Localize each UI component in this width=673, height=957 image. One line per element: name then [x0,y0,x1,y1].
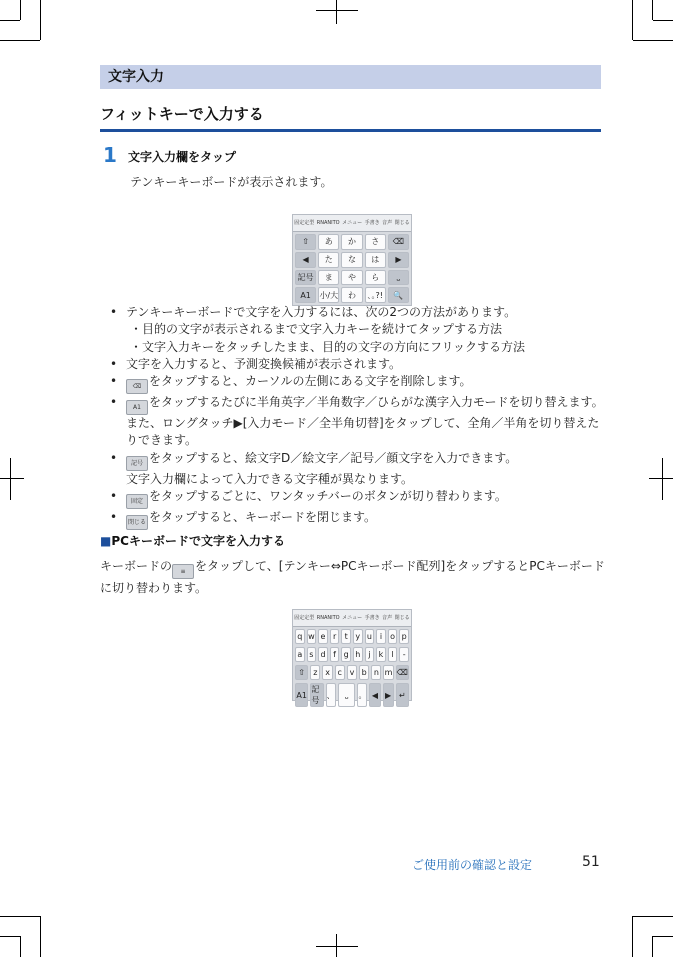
key: は [365,252,386,268]
subsection-title: フィットキーで入力する [100,103,601,132]
crop-mark [652,0,653,20]
key: A1 [295,683,308,707]
key: s [307,647,317,662]
crop-mark [649,478,673,479]
key: g [341,647,351,662]
key: ら [365,270,386,286]
footer-chapter: ご使用前の確認と設定 [412,858,533,872]
step-description: テンキーキーボードが表示されます。 [130,175,333,189]
note-subitem: ・目的の文字が表示されるまで文字入力キーを続けてタップする方法 [130,322,503,337]
step-title: 文字入力欄をタップ [128,150,237,164]
crop-mark [40,916,41,957]
onetouch-bar-icon: 固定 [126,494,148,509]
toolbar-item: 閉じる [394,220,410,226]
pc-keyboard-image [292,609,412,705]
note-item: • 固定 をタップするごとに、ワンタッチバーのボタンが切り替わります。 [110,488,605,509]
note-subitem: ・文字入力キーをタッチしたまま、目的の文字の方向にフリックする方法 [130,339,526,354]
key: m [383,665,393,680]
key: あ [318,234,339,250]
key: ⌫ [388,234,409,250]
toolbar-item: 手書き [364,615,380,621]
crop-mark [0,478,24,479]
toolbar-item: メニュー [342,615,363,621]
key: A1 [295,287,316,303]
toolbar-item: 閉じる [394,615,410,621]
crop-mark [336,934,337,957]
key: ▶ [388,252,409,268]
key: c [335,665,345,680]
key: n [371,665,381,680]
crop-mark [633,916,673,917]
key: ◀ [369,683,380,707]
crop-mark [20,936,21,957]
key: u [365,629,375,644]
key-row-1 [295,629,409,644]
key: ◀ [295,252,316,268]
key: わ [341,287,362,303]
key: 。 [357,683,367,707]
key-grid [295,234,409,303]
key: ⎵ [388,270,409,286]
key: h [353,647,363,662]
note-item: • 記号 をタップすると、絵文字D／絵文字／記号／顔文字を入力できます。 文字入力欄によって入力できる文字種が異なります。 [110,450,605,488]
key-row-4 [295,683,409,705]
key: や [341,270,362,286]
key: z [310,665,320,680]
crop-mark [662,458,663,500]
key: ま [318,270,339,286]
toolbar-item: 音声 [382,220,393,226]
toolbar-item: 固定定型 [294,615,315,621]
key: 、 [326,683,336,707]
pc-keyboard-description: キーボードの ≡ をタップして、[テンキー⇔PCキーボード配列]をタップするとPCキーボードに切り替わります。 [100,559,605,595]
key: w [307,629,317,644]
note-item: • テンキーキーボードで文字を入力するには、次の2つの方法があります。 [110,304,605,321]
key: x [322,665,332,680]
note-item: • A1 をタップするたびに半角英字／半角数字／ひらがな漢字入力モードを切り替えます。また、ロングタッチ▶[入力モード／全半角切替]をタップして、全角／半角を切り替えたりできます。 [110,394,605,450]
key: さ [365,234,386,250]
key-row-3 [295,665,409,680]
toolbar-item: メニュー [342,220,363,226]
crop-mark [0,20,20,21]
step-number: 1 [103,143,117,167]
key: ⇧ [295,234,316,250]
crop-mark [632,0,633,40]
key: j [365,647,375,662]
crop-mark [653,20,673,21]
note-item: • 閉じる をタップすると、キーボードを閉じます。 [110,509,605,530]
key: p [399,629,409,644]
keyboard-toolbar [293,215,411,232]
key: a [295,647,305,662]
close-keyboard-icon: 閉じる [126,515,148,530]
key: 🔍 [388,287,409,303]
key: q [295,629,305,644]
toolbar-item: 手書き [364,220,380,226]
notes-list [110,304,605,530]
key: た [318,252,339,268]
crop-mark [0,40,40,41]
key: f [330,647,340,662]
key: な [341,252,362,268]
menu-icon: ≡ [172,564,194,579]
section-title: 文字入力 [100,65,601,89]
crop-mark [316,10,358,11]
key: 小/大 [318,287,339,303]
keyboard-toolbar [293,610,411,627]
crop-mark [653,936,673,937]
delete-icon: ⌫ [126,379,148,394]
key: y [353,629,363,644]
toolbar-item: 音声 [382,615,393,621]
key: ､｡?! [365,287,386,303]
crop-mark [633,40,673,41]
key: ↵ [396,683,409,707]
crop-mark [336,0,337,24]
note-item: • 文字を入力すると、予測変換候補が表示されます。 [110,356,605,373]
key: l [388,647,398,662]
crop-mark [20,0,21,20]
key: r [330,629,340,644]
toolbar-item: RNANITO [316,615,340,621]
key: ⌫ [396,665,409,680]
key: 記号 [295,270,316,286]
key: ⇧ [295,665,308,680]
crop-mark [10,458,11,500]
tenkey-keyboard-image [292,214,412,306]
crop-mark [40,0,41,40]
key: - [399,647,409,662]
key: t [341,629,351,644]
crop-mark [0,916,40,917]
key: d [318,647,328,662]
input-mode-icon: A1 [126,400,148,415]
key: ⎵ [338,683,356,707]
key: か [341,234,362,250]
note-item: • ⌫ をタップすると、カーソルの左側にある文字を削除します。 [110,373,605,394]
toolbar-item: 固定定型 [294,220,315,226]
page-number: 51 [582,854,600,870]
key: v [347,665,357,680]
crop-mark [316,946,358,947]
key: i [376,629,386,644]
pc-keyboard-heading: ■PCキーボードで文字を入力する [100,534,285,548]
key: k [376,647,386,662]
crop-mark [652,936,653,957]
crop-mark [632,916,633,957]
key: b [359,665,369,680]
toolbar-item: RNANITO [316,220,340,226]
key: o [388,629,398,644]
key: ▶ [383,683,394,707]
key-row-2 [295,647,409,662]
key: e [318,629,328,644]
key: 記号 [310,683,323,707]
symbol-icon: 記号 [126,456,148,471]
crop-mark [0,936,20,937]
